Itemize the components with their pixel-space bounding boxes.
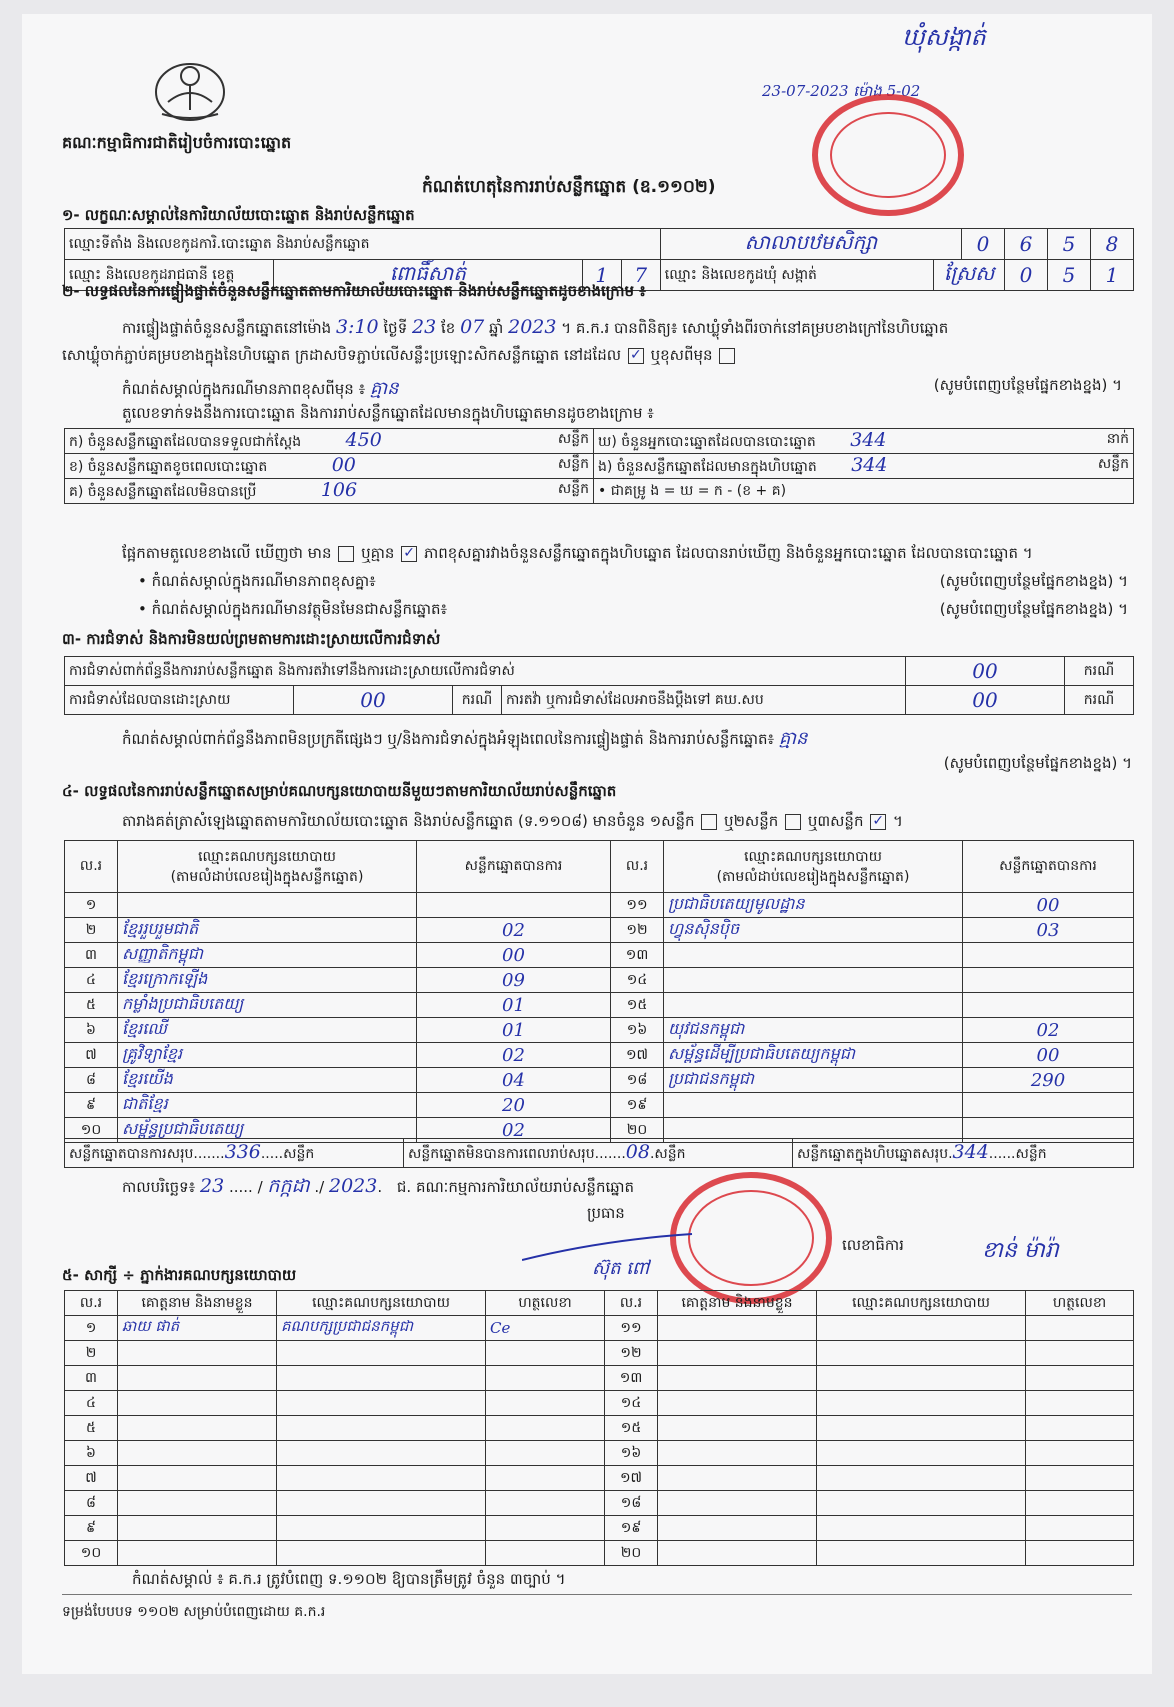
figures-intro: តួលេខទាក់ទងនឹងការបោះឆ្នោត និងការរាប់សន្លឹកឆ្នោតដែលមានក្នុងហិបឆ្នោតមានដូចខាងក្រោម ៖ [122, 404, 654, 422]
witness-signature [486, 1516, 605, 1541]
witness-signature [1026, 1341, 1134, 1366]
section5-heading: ៥- សាក្សី ÷ ភ្នាក់ងារគណបក្សនយោបាយ [62, 1266, 297, 1284]
table-row [65, 1516, 1134, 1541]
party-name: ខ្មែរឈើ [118, 1018, 417, 1043]
resolved-label: ការជំទាស់ដែលបានដោះស្រាយ [65, 686, 294, 715]
irregularity-note: កំណត់សម្គាល់ពាក់ព័ន្ធនឹងភាពមិនប្រក្រតីផ្សេងៗ ឬ/និងការជំទាស់ក្នុងអំឡុងពេលនៃការផ្ទៀងផ្ទាត់ និងការរាប់សន្លឹកឆ្នោត៖ គ្មាន [122, 728, 808, 749]
has-difference-checkbox[interactable] [338, 546, 354, 562]
party-name: សញ្ញាតិកម្ពុជា [118, 943, 417, 968]
table-row [65, 1391, 1134, 1416]
witness-no: ១ [65, 1316, 118, 1341]
seal-sentence: សោឃ្លុំចាក់ភ្ជាប់គម្របខាងក្នុងនៃហិបឆ្នោត ក្រដាសបិទភ្ជាប់លើសន្លឹះប្រឡោះសិកសន្លឹកឆ្នោត នៅដដែល ✓ ឬខុសពីមុន [62, 346, 737, 368]
witness-party [817, 1366, 1026, 1391]
total-invalid: សន្លឹកឆ្នោតមិនបានការពេលរាប់សរុប.......08.សន្លឹក [404, 1139, 793, 1168]
total-valid: សន្លឹកឆ្នោតបានការសរុប.......336.....សន្លឹក [65, 1139, 404, 1168]
location-code-digit: 6 [1005, 229, 1048, 260]
witness-signature [1026, 1416, 1134, 1441]
witness-signature [1026, 1541, 1134, 1566]
witness-name [658, 1366, 817, 1391]
party-votes [963, 943, 1134, 968]
witness-name [118, 1466, 277, 1491]
witness-signature [1026, 1516, 1134, 1541]
party-votes: 02 [417, 918, 611, 943]
witness-no: ១៤ [605, 1391, 658, 1416]
party-votes [963, 968, 1134, 993]
difference-sentence: ផ្អែកតាមតួលេខខាងលើ ឃើញថា មាន ឬគ្មាន ✓ ភាពខុសគ្នារវាងចំនួនសន្លឹកឆ្នោតក្នុងហិបឆ្នោត ដែលបានរាប់ឃើញ និងចំនួនអ្នកបោះឆ្នោត ដែលបានបោះឆ្នោត ។ [122, 544, 1033, 562]
witness-header-sign: ហត្ថលេខា [1026, 1291, 1134, 1316]
party-name: យុវជនកម្ពុជា [664, 1018, 963, 1043]
figure-row-b: ខ) ចំនួនសន្លឹកឆ្នោតខូចពេលបោះឆ្នោត 00 សន្លឹក [65, 454, 594, 479]
totals-table [64, 1138, 1134, 1168]
commune-code-digit: 0 [1005, 260, 1048, 291]
party-no: ១៦ [611, 1018, 664, 1043]
witness-signature [486, 1491, 605, 1516]
location-label: ឈ្មោះទីតាំង និងលេខកូដការិ.បោះឆ្នោត និងរាប់សន្លឹកឆ្នោត [65, 229, 661, 260]
witness-party [277, 1416, 486, 1441]
figure-row-c: គ) ចំនួនសន្លឹកឆ្នោតដែលមិនបានប្រើ 106 សន្លឹក [65, 479, 594, 504]
figure-row-a: ក) ចំនួនសន្លឹកឆ្នោតដែលបានទទួលជាក់ស្តែង 450 សន្លឹក [65, 429, 594, 454]
appeal-label: ការតវ៉ា ឬការជំទាស់ដែលអាចនឹងប្តឹងទៅ គឃ.សប [502, 686, 906, 715]
commune-value: ស្រែស [934, 260, 1005, 291]
header-party: ឈ្មោះគណបក្សនយោបាយ (តាមលំដាប់លេខរៀងក្នុងសន្លឹកឆ្នោត) [664, 841, 963, 893]
province-code-digit: 7 [621, 260, 660, 291]
signing-date: កាលបរិច្ឆេទ៖ 23 ..... / កក្កដា ./ 2023. ជ. គណៈកម្មការការិយាល័យរាប់សន្លឹកឆ្នោត [122, 1175, 635, 1197]
witness-no: ១៨ [605, 1491, 658, 1516]
footer-note: កំណត់សម្គាល់ ៖ គ.ក.រ ត្រូវបំពេញ ទ.១១០២ ឱ្យបានត្រឹមត្រូវ ចំនួន ៣ច្បាប់ ។ [132, 1570, 566, 1588]
witness-header-name: គោត្តនាម និងនាមខ្លួន [658, 1291, 817, 1316]
witness-signature [486, 1441, 605, 1466]
complaints-value: 00 [906, 657, 1065, 686]
witness-signature [1026, 1316, 1134, 1341]
table-row [65, 893, 1134, 918]
party-votes: 00 [963, 1043, 1134, 1068]
table-row [65, 1043, 1134, 1068]
form-title: កំណត់ហេតុនៃការរាប់សន្លឹកឆ្នោត (ឧ.១១០២) [422, 177, 716, 197]
party-no: ៩ [65, 1093, 118, 1118]
party-no: ១៨ [611, 1068, 664, 1093]
no-difference-checkbox[interactable]: ✓ [401, 546, 417, 562]
party-name [664, 1093, 963, 1118]
appeal-value: 00 [906, 686, 1065, 715]
party-name: ខ្មែរក្រោកឡើង [118, 968, 417, 993]
form-code: ទម្រង់បែបបទ ១១០២ សម្រាប់បំពេញដោយ គ.ក.រ [62, 1604, 326, 1620]
province-value: ពោធិ៍សាត់ [274, 260, 583, 291]
table-row [65, 993, 1134, 1018]
table-row [65, 1068, 1134, 1093]
handwritten-top-note: ឃុំសង្កាត់ [902, 23, 986, 51]
table-row [65, 1491, 1134, 1516]
party-no: ៤ [65, 968, 118, 993]
figure-row-e: ង) ចំនួនសន្លឹកឆ្នោតដែលមានក្នុងហិបឆ្នោត 344 សន្លឹក [594, 454, 1134, 479]
party-name: សម្ព័ន្ធប្រជាធិបតេយ្យ [118, 1118, 417, 1143]
witness-party [277, 1491, 486, 1516]
party-votes: 02 [417, 1118, 611, 1143]
witness-name [658, 1491, 817, 1516]
witness-party [277, 1541, 486, 1566]
party-votes: 01 [417, 993, 611, 1018]
ballot-figures-table [64, 428, 1134, 504]
witness-signature [486, 1366, 605, 1391]
witness-no: ៨ [65, 1491, 118, 1516]
section3-heading: ៣- ការជំទាស់ និងការមិនយល់ព្រមតាមការដោះស្រាយលើការជំទាស់ [62, 630, 441, 648]
appeal-unit: ករណី [1065, 686, 1134, 715]
complaints-unit: ករណី [1065, 657, 1134, 686]
table-row [65, 1541, 1134, 1566]
party-no: ៧ [65, 1043, 118, 1068]
witness-party [817, 1516, 1026, 1541]
witness-name [658, 1516, 817, 1541]
witness-signature [486, 1541, 605, 1566]
section2-heading: ២- លទ្ធផលនៃការផ្ទៀងផ្ទាត់ចំនួនសន្លឹកឆ្នោតតាមការិយាល័យបោះឆ្នោត និងរាប់សន្លឹកឆ្នោតដូចខាងក្រោម ៖ [62, 282, 646, 300]
party-no: ៨ [65, 1068, 118, 1093]
witness-signature [486, 1391, 605, 1416]
witness-header-party: ឈ្មោះគណបក្សនយោបាយ [817, 1291, 1026, 1316]
party-votes: 02 [963, 1018, 1134, 1043]
witness-header-sign: ហត្ថលេខា [486, 1291, 605, 1316]
party-name: ខ្មែរយើង [118, 1068, 417, 1093]
witness-party [277, 1366, 486, 1391]
witness-no: ២ [65, 1341, 118, 1366]
resolved-value: 00 [294, 686, 453, 715]
witness-name: ឆាយ ផាត់ [118, 1316, 277, 1341]
witness-no: ១២ [605, 1341, 658, 1366]
witness-header-no: ល.រ [605, 1291, 658, 1316]
witness-no: ១១ [605, 1316, 658, 1341]
witness-signature [1026, 1391, 1134, 1416]
witness-header-name: គោត្តនាម និងនាមខ្លួន [118, 1291, 277, 1316]
party-votes [417, 893, 611, 918]
header-no: ល.រ [65, 841, 118, 893]
witness-signature [1026, 1466, 1134, 1491]
party-votes [963, 1093, 1134, 1118]
witness-name [118, 1541, 277, 1566]
witness-party [817, 1441, 1026, 1466]
section1-heading: ១- លក្ខណៈសម្គាល់នៃការិយាល័យបោះឆ្នោត និងរាប់សន្លឹកឆ្នោត [62, 206, 415, 224]
party-name [664, 993, 963, 1018]
witness-party [277, 1391, 486, 1416]
header-votes: សន្លឹកឆ្នោតបានការ [417, 841, 611, 893]
location-value: សាលាបឋមសិក្សា [660, 229, 961, 260]
chair-signature-stroke [522, 1230, 702, 1270]
section4-heading: ៤- លទ្ធផលនៃការរាប់សន្លឹកឆ្នោតសម្រាប់គណបក្សនយោបាយនីមួយៗតាមការិយាល័យរាប់សន្លឹកឆ្នោត [62, 782, 617, 800]
one-sheet-checkbox[interactable] [701, 814, 717, 830]
difference-note: កំណត់សម្គាល់ក្នុងករណីមានភាពខុសពីមុន ៖ គ្មាន (សូមបំពេញបន្ថែមផ្នែកខាងខ្នង) ។ [122, 376, 1122, 399]
party-name [664, 943, 963, 968]
location-code-digit: 0 [962, 229, 1005, 260]
party-no: ១៧ [611, 1043, 664, 1068]
party-votes: 03 [963, 918, 1134, 943]
table-row [65, 1093, 1134, 1118]
different-checkbox[interactable] [719, 348, 735, 364]
party-name [118, 893, 417, 918]
two-sheet-checkbox[interactable] [785, 814, 801, 830]
party-name: គ្រូវិទ្យាខ្មែរ [118, 1043, 417, 1068]
witness-name [118, 1491, 277, 1516]
witness-party [817, 1341, 1026, 1366]
witness-name [658, 1441, 817, 1466]
table-row [65, 968, 1134, 993]
figure-row-d: ឃ) ចំនួនអ្នកបោះឆ្នោតដែលបានបោះឆ្នោត 344 នាក់ [594, 429, 1134, 454]
party-no: ៥ [65, 993, 118, 1018]
tally-sheet-sentence: តារាងគត់ត្រាសំឡេងឆ្នោតតាមការិយាល័យបោះឆ្នោត និងរាប់សន្លឹកឆ្នោត (ទ.១១០៨) មានចំនួន ១សន្លឹក ឬ២សន្លឹក ឬ៣សន្លឹក ✓ ។ [122, 812, 903, 830]
witness-no: ៩ [65, 1516, 118, 1541]
witness-name [118, 1441, 277, 1466]
table-row [65, 1316, 1134, 1341]
witness-party [817, 1491, 1026, 1516]
witness-signature [1026, 1491, 1134, 1516]
witness-header-party: ឈ្មោះគណបក្សនយោបាយ [277, 1291, 486, 1316]
header-party: ឈ្មោះគណបក្សនយោបាយ (តាមលំដាប់លេខរៀងក្នុងសន្លឹកឆ្នោត) [118, 841, 417, 893]
commune-code-digit: 5 [1048, 260, 1091, 291]
witness-no: ៣ [65, 1366, 118, 1391]
party-no: ១២ [611, 918, 664, 943]
party-name: ជាតិខ្មែរ [118, 1093, 417, 1118]
same-checkbox[interactable]: ✓ [628, 348, 644, 364]
witness-signature: Ce [486, 1316, 605, 1341]
location-code-digit: 8 [1091, 229, 1134, 260]
party-votes: 01 [417, 1018, 611, 1043]
witness-party [817, 1391, 1026, 1416]
total-box: សន្លឹកឆ្នោតក្នុងហិបឆ្នោតសរុប.344......សន្លឹក [793, 1139, 1134, 1168]
form-page [22, 14, 1152, 1674]
chair-label: ប្រធាន [587, 1204, 625, 1222]
committee-name: គណៈកម្មាធិការជាតិរៀបចំការបោះឆ្នោត [62, 133, 292, 152]
table-row [65, 1341, 1134, 1366]
party-name: ប្រជាធិបតេយ្យមូលដ្ឋាន [664, 893, 963, 918]
party-no: ១១ [611, 893, 664, 918]
party-no: ១៤ [611, 968, 664, 993]
verification-sentence: ការផ្ទៀងផ្ទាត់ចំនួនសន្លឹកឆ្នោតនៅម៉ោង 3:10 ថ្ងៃទី 23 ខែ 07 ឆ្នាំ 2023 ។ គ.ក.រ បានពិនិត្យ៖ សោឃ្លុំទាំងពីរចាក់នៅគម្របខាងក្រៅនៃហិបឆ្នោត [122, 316, 949, 338]
party-name: កម្លាំងប្រជាធិបតេយ្យ [118, 993, 417, 1018]
witness-table [64, 1290, 1134, 1566]
witness-signature [1026, 1366, 1134, 1391]
witness-party [817, 1541, 1026, 1566]
witness-party [277, 1341, 486, 1366]
table-row [65, 1416, 1134, 1441]
commune-code-digit: 1 [1091, 260, 1134, 291]
party-no: ៦ [65, 1018, 118, 1043]
witness-signature [486, 1416, 605, 1441]
table-row [65, 1018, 1134, 1043]
witness-name [658, 1341, 817, 1366]
witness-no: ១៦ [605, 1441, 658, 1466]
table-row [65, 943, 1134, 968]
official-stamp-top [812, 94, 964, 216]
province-code-digit: 1 [582, 260, 621, 291]
results-table [64, 840, 1134, 1143]
party-name: សម្ព័ន្ធដើម្បីប្រជាធិបតេយ្យកម្ពុជា [664, 1043, 963, 1068]
witness-no: ១៩ [605, 1516, 658, 1541]
party-name: ហ្វុនស៊ិនប៉ិច [664, 918, 963, 943]
witness-signature [1026, 1441, 1134, 1466]
party-no: ១៩ [611, 1093, 664, 1118]
witness-no: ៤ [65, 1391, 118, 1416]
witness-name [658, 1391, 817, 1416]
party-no: ១៣ [611, 943, 664, 968]
witness-party [817, 1416, 1026, 1441]
party-votes: 290 [963, 1068, 1134, 1093]
header-votes: សន្លឹកឆ្នោតបានការ [963, 841, 1134, 893]
party-no: ១០ [65, 1118, 118, 1143]
party-name [664, 968, 963, 993]
witness-header-no: ល.រ [65, 1291, 118, 1316]
location-code-digit: 5 [1048, 229, 1091, 260]
witness-party [817, 1466, 1026, 1491]
witness-no: ១៥ [605, 1416, 658, 1441]
witness-name [658, 1466, 817, 1491]
witness-no: ១៣ [605, 1366, 658, 1391]
witness-signature [486, 1466, 605, 1491]
header-no: ល.រ [611, 841, 664, 893]
secretary-signature: ខាន់ ម៉ារ៉ា [982, 1238, 1059, 1263]
witness-no: ៥ [65, 1416, 118, 1441]
nec-emblem-icon [142, 54, 238, 124]
witness-name [658, 1416, 817, 1441]
party-no: ២ [65, 918, 118, 943]
party-votes: 00 [417, 943, 611, 968]
witness-party [277, 1466, 486, 1491]
party-name: ខ្មែររួបរួមជាតិ [118, 918, 417, 943]
witness-no: ១៧ [605, 1466, 658, 1491]
resolved-unit: ករណី [453, 686, 502, 715]
witness-name [118, 1341, 277, 1366]
chair-signature: ស៊ុត ពៅ [592, 1258, 650, 1279]
witness-party [817, 1316, 1026, 1341]
complaints-table [64, 656, 1134, 715]
commune-label: ឈ្មោះ និងលេខកូដឃុំ សង្កាត់ [660, 260, 933, 291]
witness-party: គណបក្សប្រជាជនកម្ពុជា [277, 1316, 486, 1341]
province-label: ឈ្មោះ និងលេខកូដរាជធានី ខេត្ត [65, 260, 274, 291]
table-row [65, 1441, 1134, 1466]
handwritten-date: 23-07-2023 ម៉ោង 5-02 [762, 82, 921, 100]
witness-name [658, 1316, 817, 1341]
witness-name [658, 1541, 817, 1566]
irregularity-tail: (សូមបំពេញបន្ថែមផ្នែកខាងខ្នង) ។ [943, 754, 1132, 772]
figure-formula: • ជាគម្រូ ង = ឃ = ក - (ខ + គ) [594, 479, 1134, 504]
party-no: ២០ [611, 1118, 664, 1143]
party-votes: 00 [963, 893, 1134, 918]
witness-party [277, 1516, 486, 1541]
foreign-object-bullet: • កំណត់សម្គាល់ក្នុងករណីមានវត្ថុមិនមែនជាសន្លឹកឆ្នោត៖ (សូមបំពេញបន្ថែមផ្នែកខាងខ្នង) ។ [138, 600, 1128, 618]
witness-no: ២០ [605, 1541, 658, 1566]
witness-party [277, 1441, 486, 1466]
difference-bullet: • កំណត់សម្គាល់ក្នុងករណីមានភាពខុសគ្នា៖ (សូមបំពេញបន្ថែមផ្នែកខាងខ្នង) ។ [138, 572, 1128, 590]
table-row [65, 1366, 1134, 1391]
party-votes [963, 993, 1134, 1018]
witness-no: ១០ [65, 1541, 118, 1566]
witness-no: ៦ [65, 1441, 118, 1466]
witness-name [118, 1416, 277, 1441]
party-no: ១៥ [611, 993, 664, 1018]
party-no: ១ [65, 893, 118, 918]
witness-signature [486, 1341, 605, 1366]
party-votes: 02 [417, 1043, 611, 1068]
table-row [65, 1466, 1134, 1491]
party-name: ប្រជាជនកម្ពុជា [664, 1068, 963, 1093]
party-no: ៣ [65, 943, 118, 968]
witness-name [118, 1516, 277, 1541]
witness-no: ៧ [65, 1466, 118, 1491]
witness-name [118, 1391, 277, 1416]
table-row [65, 918, 1134, 943]
party-votes: 09 [417, 968, 611, 993]
secretary-label: លេខាធិការ [842, 1236, 904, 1254]
footer-divider [62, 1594, 1132, 1595]
three-sheet-checkbox[interactable]: ✓ [870, 814, 886, 830]
witness-name [118, 1366, 277, 1391]
party-votes: 20 [417, 1093, 611, 1118]
party-votes: 04 [417, 1068, 611, 1093]
complaints-label: ការជំទាស់ពាក់ព័ន្ធនឹងការរាប់សន្លឹកឆ្នោត និងការតវ៉ាទៅនឹងការដោះស្រាយលើការជំទាស់ [65, 657, 906, 686]
